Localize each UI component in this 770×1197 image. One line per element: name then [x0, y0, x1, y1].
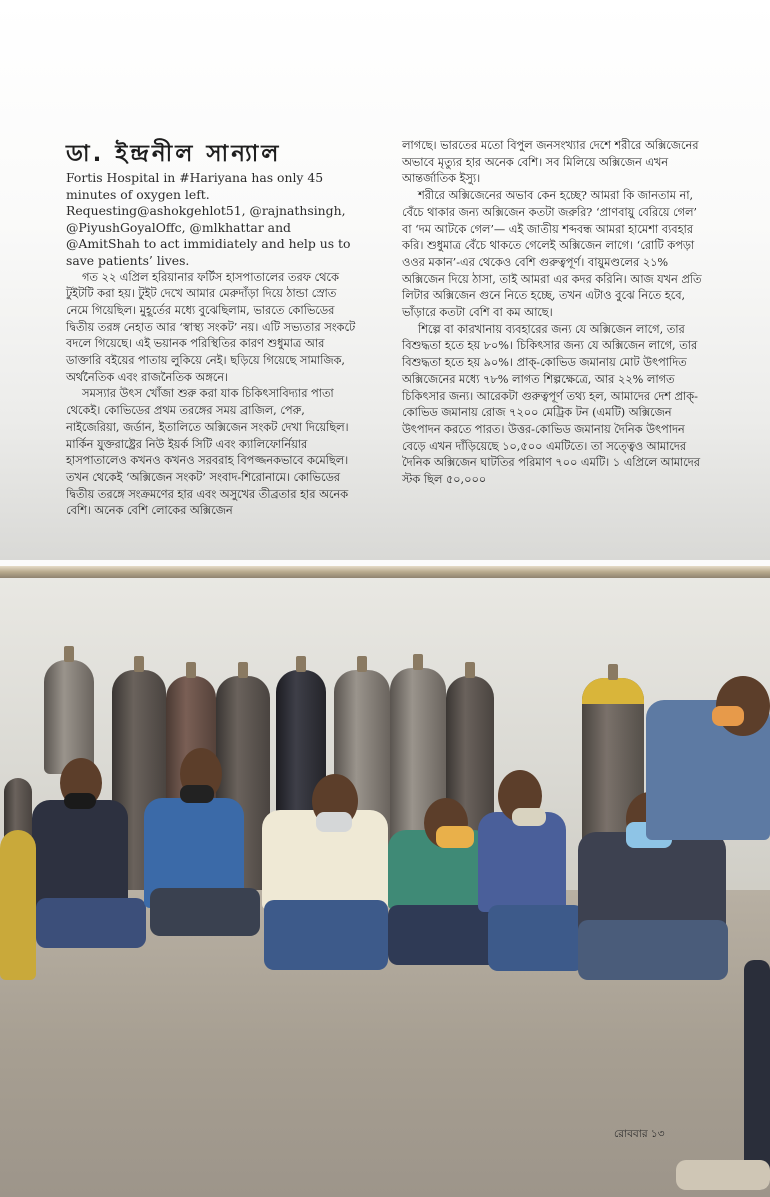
- paragraph: শিল্পে বা কারখানায় ব্যবহারের জন্য যে অক্সিজেন লাগে, তার বিশুদ্ধতা হতে হয় ৮০%। চিকিৎসার জন্য যে অক্সিজেন লাগে, তার বিশুদ্ধতা হতে হয় ৯০%। প্রাক্-কোভিড জমানায় মোট উৎপাদিত অক্সিজেনের মধ্যে ৭৮% লাগত শিল্পক্ষেত্রে, আর ২২% লাগত চিকিৎসার জন্য। আরেকটা গুরুত্বপূর্ণ তথ্য হল, আমাদের দেশ প্রাক্-কোভিড জমানায় রোজ ৭২০০ মেট্রিক টন (এমটি) অক্সিজেন উৎপাদন করতে পারত। উত্তর-কোভিড জমানায় দৈনিক উৎপাদন বেড়ে এখন দাঁড়িয়েছে ১০,৫০০ এমটিতে। তা সত্ত্বেও আমাদের দৈনিক অক্সিজেন ঘাটতির পরিমাণ ৭০০ এমটি। ১ এপ্রিলে আমাদের স্টক ছিল ৫০,০০০: [402, 322, 700, 487]
- paragraph: সমস্যার উৎস খোঁজা শুরু করা যাক চিকিৎসাবিদ্যার পাতা থেকেই। কোভিডের প্রথম তরঙ্গের সময় ব্রাজিল, পেরু, নাইজেরিয়া, জর্ডান, ইতালিতে অক্সিজেন সংকট দেখা দিয়েছিল। মার্কিন যুক্তরাষ্ট্রের নিউ ইয়র্ক সিটি এবং ক্যালিফোর্নিয়ার হাসপাতালেও কখনও কখনও সরবরাহ বিপজ্জনকভাবে কমেছিল। তখন থেকেই ‘অক্সিজেন সংকট’ সংবাদ-শিরোনামে। কোভিডের দ্বিতীয় তরঙ্গে সংক্রমণের হার এবং অসুখের তীব্রতার হার অনেক বেশি। অনেক বেশি লোকের অক্সিজেন: [66, 387, 349, 518]
- oxygen-cylinder: [44, 660, 94, 774]
- byline: ডা. ইন্দ্রনীল সান্যাল: [66, 141, 282, 167]
- page-folio: রোববার ১৩: [614, 1128, 665, 1140]
- wall-pipe: [0, 566, 770, 578]
- right-column: [402, 138, 704, 489]
- tweet-quote: Fortis Hospital in #Hariyana has only 45 minutes of oxygen left. Requesting@ashokgehlot51, @rajnathsingh, @PiyushGoyalOffc, @mlkhattar and @AmitShah to act immidiately and help us to save patients’ lives.: [66, 170, 351, 268]
- paragraph: শরীরে অক্সিজেনের অভাব কেন হচ্ছে? আমরা কি জানতাম না, বেঁচে থাকার জন্য অক্সিজেন কতটা জরুরি? ‘প্রাণবায়ু বেরিয়ে গেল’ বা ‘দম আটকে গেল’— এই জাতীয় শব্দবন্ধ আমরা হামেশা ব্যবহার করি। শুধুমাত্র বেঁচে থাকতে গেলেই অক্সিজেন লাগে। ‘রোটি কপড়া ওওর মকান’-এর থেকেও বেশি গুরুত্বপূর্ণ। বায়ুমণ্ডলের ২১% অক্সিজেন দিয়ে ঠাসা, তাই আমরা এর কদর করিনি। আজ যখন প্রতি লিটার অক্সিজেন গুনে নিতে হচ্ছে, তখন এটাও বুঝে নিতে হবে, ভাঁড়ারে কতটা বেশি বা কম আছে।: [402, 189, 702, 320]
- left-column: [66, 170, 356, 520]
- paragraph: গত ২২ এপ্রিল হরিয়ানার ফর্টিস হাসপাতালের তরফ থেকে টুইটটি করা হয়। টুইট দেখে আমার মেরুদাঁড়া দিয়ে ঠান্ডা স্রোত নেমে গিয়েছিল। মুহূর্তের মধ্যে বুঝেছিলাম, ভারতে কোভিডের দ্বিতীয় তরঙ্গ নেহাত আর ‘স্বাস্থ্য সংকট’ নয়। এটি সভ্যতার সংকটে বদলে গিয়েছে। এই ভয়ানক পরিস্থিতির কারণ শুধুমাত্র আর ডাক্তারি বইয়ের পাতায় লুকিয়ে নেই। ছড়িয়ে গিয়েছে সামাজিক, অর্থনৈতিক এবং রাজনৈতিক অঙ্গনে।: [66, 270, 356, 384]
- paragraph: লাগছে। ভারতের মতো বিপুল জনসংখ্যার দেশে শরীরে অক্সিজেনের অভাবে মৃত্যুর হার অনেক বেশি। সব মিলিয়ে অক্সিজেন এখন আন্তর্জাতিক ইস্যু।: [402, 139, 699, 186]
